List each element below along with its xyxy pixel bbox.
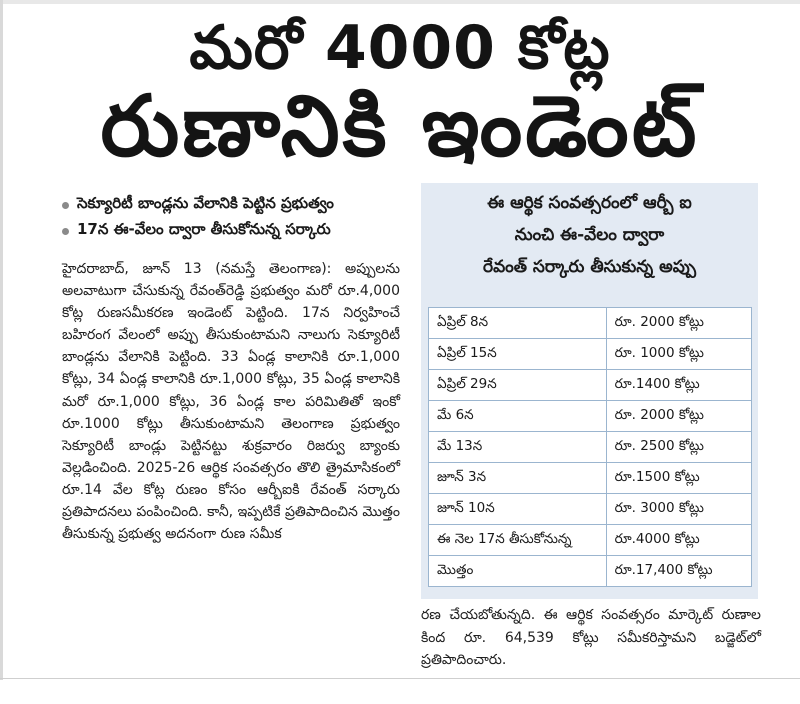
- table-row: [429, 401, 752, 432]
- borrow-date-cell: మొత్తం: [429, 556, 607, 587]
- borrow-amount-cell: రూ. 2000 కోట్లు: [606, 401, 751, 432]
- bullet-text: సెక్యూరిటీ బాండ్లను వేలానికి పెట్టిన ప్రభుత్వం: [77, 194, 334, 212]
- table-row: [429, 339, 752, 370]
- headline-line-1: మరో 4000 కోట్ల: [189, 13, 611, 83]
- borrow-date-cell: మే 6న: [429, 401, 607, 432]
- table-row-total: [429, 556, 752, 587]
- borrow-amount-cell: రూ. 2000 కోట్లు: [606, 308, 751, 339]
- box-title-line: రేవంత్ సర్కారు తీసుకున్న అప్పు: [482, 257, 697, 277]
- table-row: [429, 463, 752, 494]
- table-row: [429, 525, 752, 556]
- bullet-item: [62, 192, 402, 218]
- borrow-amount-cell: రూ.1500 కోట్లు: [606, 463, 751, 494]
- page-top-border: [0, 0, 800, 4]
- borrow-date-cell: జూన్ 10న: [429, 494, 607, 525]
- borrow-date-cell: ఏప్రిల్ 15న: [429, 339, 607, 370]
- borrow-amount-cell: రూ.17,400 కోట్లు: [606, 556, 751, 587]
- headline-line-2: రుణానికి ఇండెంట్: [100, 77, 700, 175]
- bullet-dot-icon: [62, 202, 69, 209]
- borrow-date-cell: ఏప్రిల్ 29న: [429, 370, 607, 401]
- article-body-left: హైదరాబాద్, జూన్ 13 (నమస్తే తెలంగాణ): అప్పులను అలవాటుగా చేసుకున్న రేవంత్‌రెడ్డి ప్రభుత్వం మరో రూ.4,000 కోట్ల రుణసమీకరణ ఇండెంట్ పెట్టింది. 17న నిర్వహించే బహిరంగ వేలంలో అప్పు తీసుకుంటామని నాలుగు సెక్యూరిటీ బాండ్లను వేలానికి పెట్టింది. 33 ఏండ్ల కాలానికి రూ.1,000 కోట్లు, 34 ఏండ్ల కాలానికి రూ.1,000 కోట్లు, 35 ఏండ్ల కాలానికి మరో రూ.1,000 కోట్లు, 36 ఏండ్ల కాల పరిమితితో ఇంకో రూ.1000 కోట్లు తీసుకుంటామని తెలంగాణ ప్రభుత్వం సెక్యూరిటీ బాండ్లు పెట్టినట్టు శుక్రవారం రిజర్వు బ్యాంకు వెల్లడించింది. 2025-26 ఆర్థిక సంవత్సరం తొలి త్రైమాసికంలో రూ.14 వేల కోట్ల రుణం కోసం ఆర్బీఐకి రేవంత్ సర్కారు ప్రతిపాదనలు పంపించింది. కానీ, ఇప్పటికే ప్రతిపాదించిన మొత్తం తీసుకున్న ప్రభుత్వ అదనంగా రుణ సమీక: [62, 261, 400, 543]
- borrow-amount-cell: రూ. 1000 కోట్లు: [606, 339, 751, 370]
- box-title-line: ఈ ఆర్థిక సంవత్సరంలో ఆర్బీ ఐ: [487, 193, 692, 213]
- bullet-list: [62, 192, 402, 244]
- bullet-dot-icon: [62, 228, 69, 235]
- table-row: [429, 432, 752, 463]
- borrow-date-cell: ఏప్రిల్ 8న: [429, 308, 607, 339]
- borrow-date-cell: జూన్ 3న: [429, 463, 607, 494]
- bullet-item: [62, 218, 402, 244]
- borrow-amount-cell: రూ.1400 కోట్లు: [606, 370, 751, 401]
- borrow-amount-cell: రూ.4000 కోట్లు: [606, 525, 751, 556]
- borrowing-box-title: [421, 187, 758, 283]
- table-row: [429, 308, 752, 339]
- page-bottom-border: [0, 678, 800, 679]
- borrowing-table: [428, 307, 752, 587]
- bullet-text: 17న ఈ-వేలం ద్వారా తీసుకోనున్న సర్కారు: [77, 220, 331, 238]
- article-body-right: రణ చేయబోతున్నది. ఈ ఆర్థిక సంవత్సరం మార్కెట్ రుణాల కింద రూ. 64,539 కోట్లు సమీకరిస్తామని బడ్జెట్‌లో ప్రతిపాదించారు.: [421, 607, 761, 668]
- table-row: [429, 370, 752, 401]
- borrow-amount-cell: రూ. 3000 కోట్లు: [606, 494, 751, 525]
- box-title-line: నుంచి ఈ-వేలం ద్వారా: [514, 225, 665, 245]
- borrow-date-cell: ఈ నెల 17న తీసుకోనున్న: [429, 525, 607, 556]
- borrow-date-cell: మే 13న: [429, 432, 607, 463]
- borrow-amount-cell: రూ. 2500 కోట్లు: [606, 432, 751, 463]
- table-row: [429, 494, 752, 525]
